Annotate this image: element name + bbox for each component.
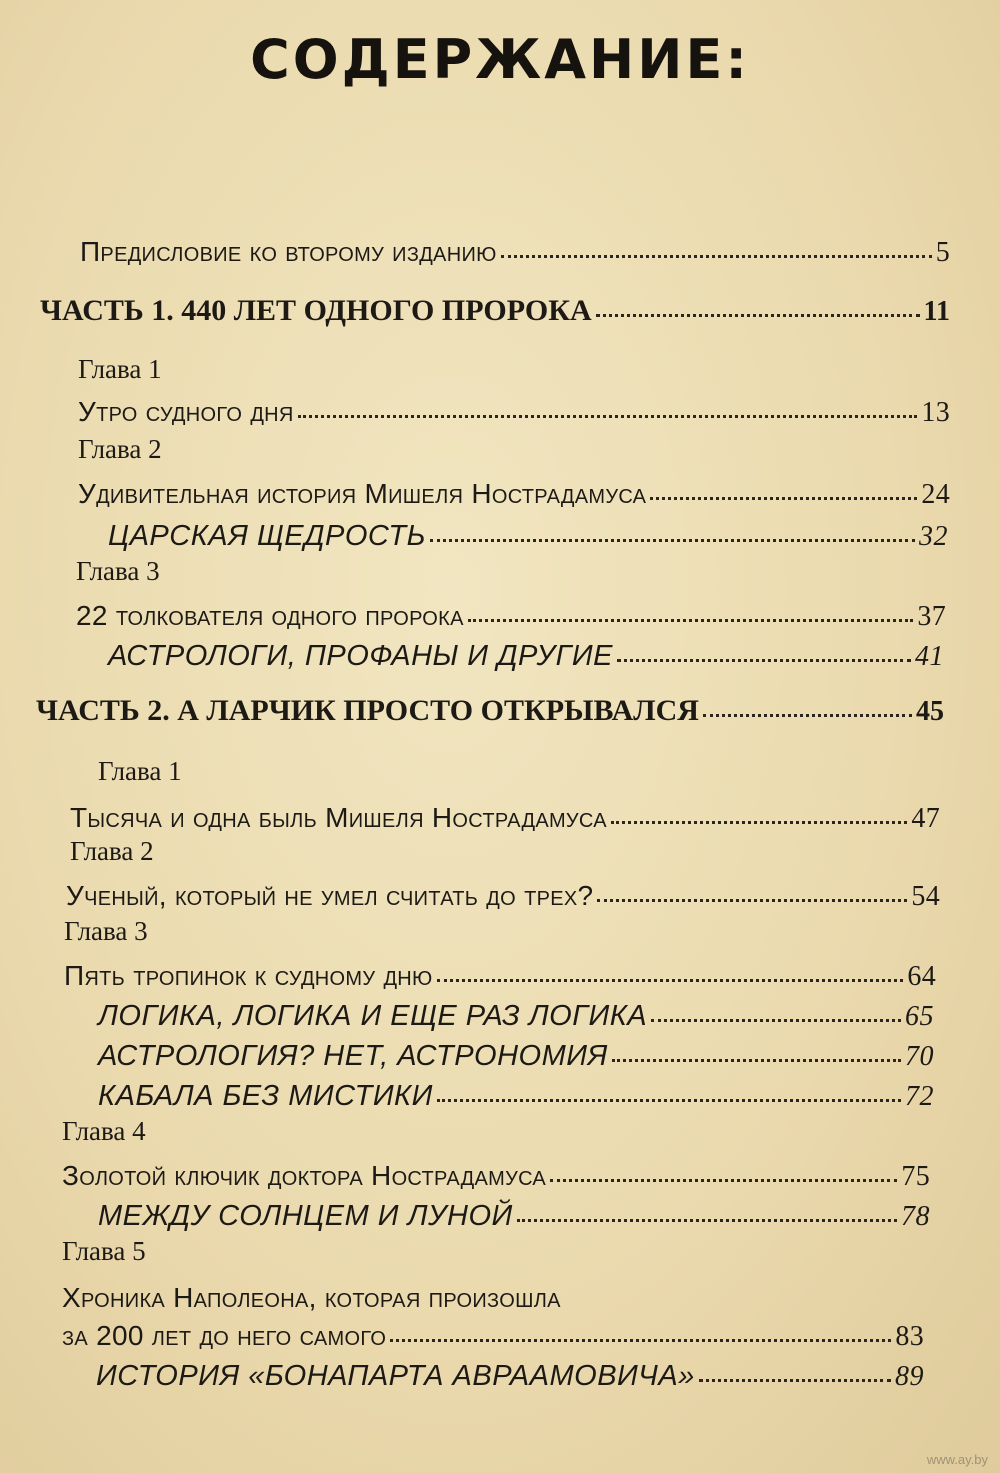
toc-entry-title: 22 толкователя одного пророка [76, 600, 464, 631]
toc-page-number: 64 [907, 961, 936, 992]
dot-leader [517, 1218, 897, 1222]
toc-entry [108, 520, 948, 553]
toc-entry-title: Пять тропинок к судному дню [64, 960, 433, 991]
toc-page-number: 70 [905, 1041, 934, 1072]
toc-entry [80, 236, 950, 269]
toc-entry-title: Ученый, который не умел считать до трех? [66, 880, 594, 911]
toc-entry [62, 1320, 924, 1353]
toc-page-number: 32 [919, 521, 948, 552]
chapter-label: Глава 1 [98, 756, 182, 786]
toc-entry [98, 1080, 934, 1113]
toc-page-number: 5 [935, 237, 950, 268]
chapter-label: Глава 5 [62, 1236, 146, 1266]
dot-leader [468, 618, 914, 622]
dot-leader [437, 978, 904, 982]
toc-page-number: 41 [915, 641, 944, 672]
toc-entry [78, 478, 950, 511]
dot-leader [437, 1098, 901, 1102]
chapter-label: Глава 3 [64, 916, 148, 946]
toc-entry-title: Предисловие ко второму изданию [80, 236, 497, 267]
chapter-label: Глава 3 [76, 556, 160, 586]
dot-leader [651, 1018, 901, 1022]
toc-entry-title: ЛОГИКА, ЛОГИКА И ЕЩЕ РАЗ ЛОГИКА [98, 1000, 648, 1032]
toc-entry [66, 880, 940, 913]
chapter-label: Глава 2 [70, 836, 154, 866]
dot-leader [612, 1058, 901, 1062]
dot-leader [617, 658, 911, 662]
dot-leader [597, 898, 907, 902]
dot-leader [650, 496, 917, 500]
toc-entry [108, 640, 944, 673]
chapter-label: Глава 4 [62, 1116, 146, 1146]
toc-entry-title: Хроника Наполеона, которая произошла [62, 1282, 561, 1313]
toc-page-number: 37 [917, 601, 946, 632]
toc-page-number: 75 [901, 1161, 930, 1192]
dot-leader [501, 254, 932, 258]
toc-page-number: 13 [921, 397, 950, 428]
toc-entry [98, 1040, 934, 1073]
toc-entry-title: АСТРОЛОГИ, ПРОФАНЫ И ДРУГИЕ [108, 640, 613, 672]
toc-page-number: 78 [901, 1201, 930, 1232]
toc-page-number: 83 [895, 1321, 924, 1352]
dot-leader [611, 820, 908, 824]
chapter-label: Глава 1 [78, 354, 162, 384]
toc-page-number: 54 [911, 881, 940, 912]
toc-entry-title: Тысяча и одна быль Мишеля Нострадамуса [70, 802, 607, 833]
toc-entry-title: за 200 лет до него самого [62, 1320, 387, 1351]
toc-page-number: 47 [911, 803, 940, 834]
toc-page-number: 65 [905, 1001, 934, 1032]
toc-entry [98, 1000, 934, 1033]
dot-leader [390, 1338, 891, 1342]
toc-entry [64, 960, 936, 993]
toc-part-entry [36, 694, 944, 728]
toc-entry-title: ИСТОРИЯ «БОНАПАРТА АВРААМОВИЧА» [96, 1360, 695, 1392]
chapter-label: Глава 2 [78, 434, 162, 464]
dot-leader [298, 414, 918, 418]
toc-entry [98, 1200, 930, 1233]
dot-leader [550, 1178, 897, 1182]
toc-entry-title: ЧАСТЬ 2. А ЛАРЧИК ПРОСТО ОТКРЫВАЛСЯ [36, 694, 699, 727]
dot-leader [596, 313, 920, 317]
toc-entry [76, 600, 946, 633]
dot-leader [703, 713, 912, 717]
toc-page-number: 72 [905, 1081, 934, 1112]
toc-page-number: 89 [895, 1361, 924, 1392]
dot-leader [699, 1378, 891, 1382]
toc-page-number: 45 [916, 696, 944, 727]
toc-entry-title: Утро судного дня [78, 396, 294, 427]
toc-entry [78, 396, 950, 429]
toc-page-number: 11 [923, 296, 950, 327]
toc-entry-title: КАБАЛА БЕЗ МИСТИКИ [98, 1080, 433, 1112]
toc-entry-title: Золотой ключик доктора Нострадамуса [62, 1160, 547, 1191]
toc-entry [96, 1360, 924, 1393]
toc-entry-title: ЦАРСКАЯ ЩЕДРОСТЬ [108, 520, 426, 552]
toc-page-number: 24 [921, 479, 950, 510]
toc-entry-title: ЧАСТЬ 1. 440 ЛЕТ ОДНОГО ПРОРОКА [40, 294, 592, 327]
dot-leader [430, 538, 915, 542]
page-title: СОДЕРЖАНИЕ: [250, 28, 750, 91]
toc-entry [62, 1160, 930, 1193]
toc-entry [70, 802, 940, 835]
watermark: www.ay.by [926, 1452, 988, 1467]
toc-entry-title: МЕЖДУ СОЛНЦЕМ И ЛУНОЙ [98, 1200, 513, 1232]
toc-entry-title: АСТРОЛОГИЯ? НЕТ, АСТРОНОМИЯ [98, 1040, 608, 1072]
toc-part-entry [40, 294, 950, 328]
toc-entry-title: Удивительная история Мишеля Нострадамуса [78, 478, 647, 509]
